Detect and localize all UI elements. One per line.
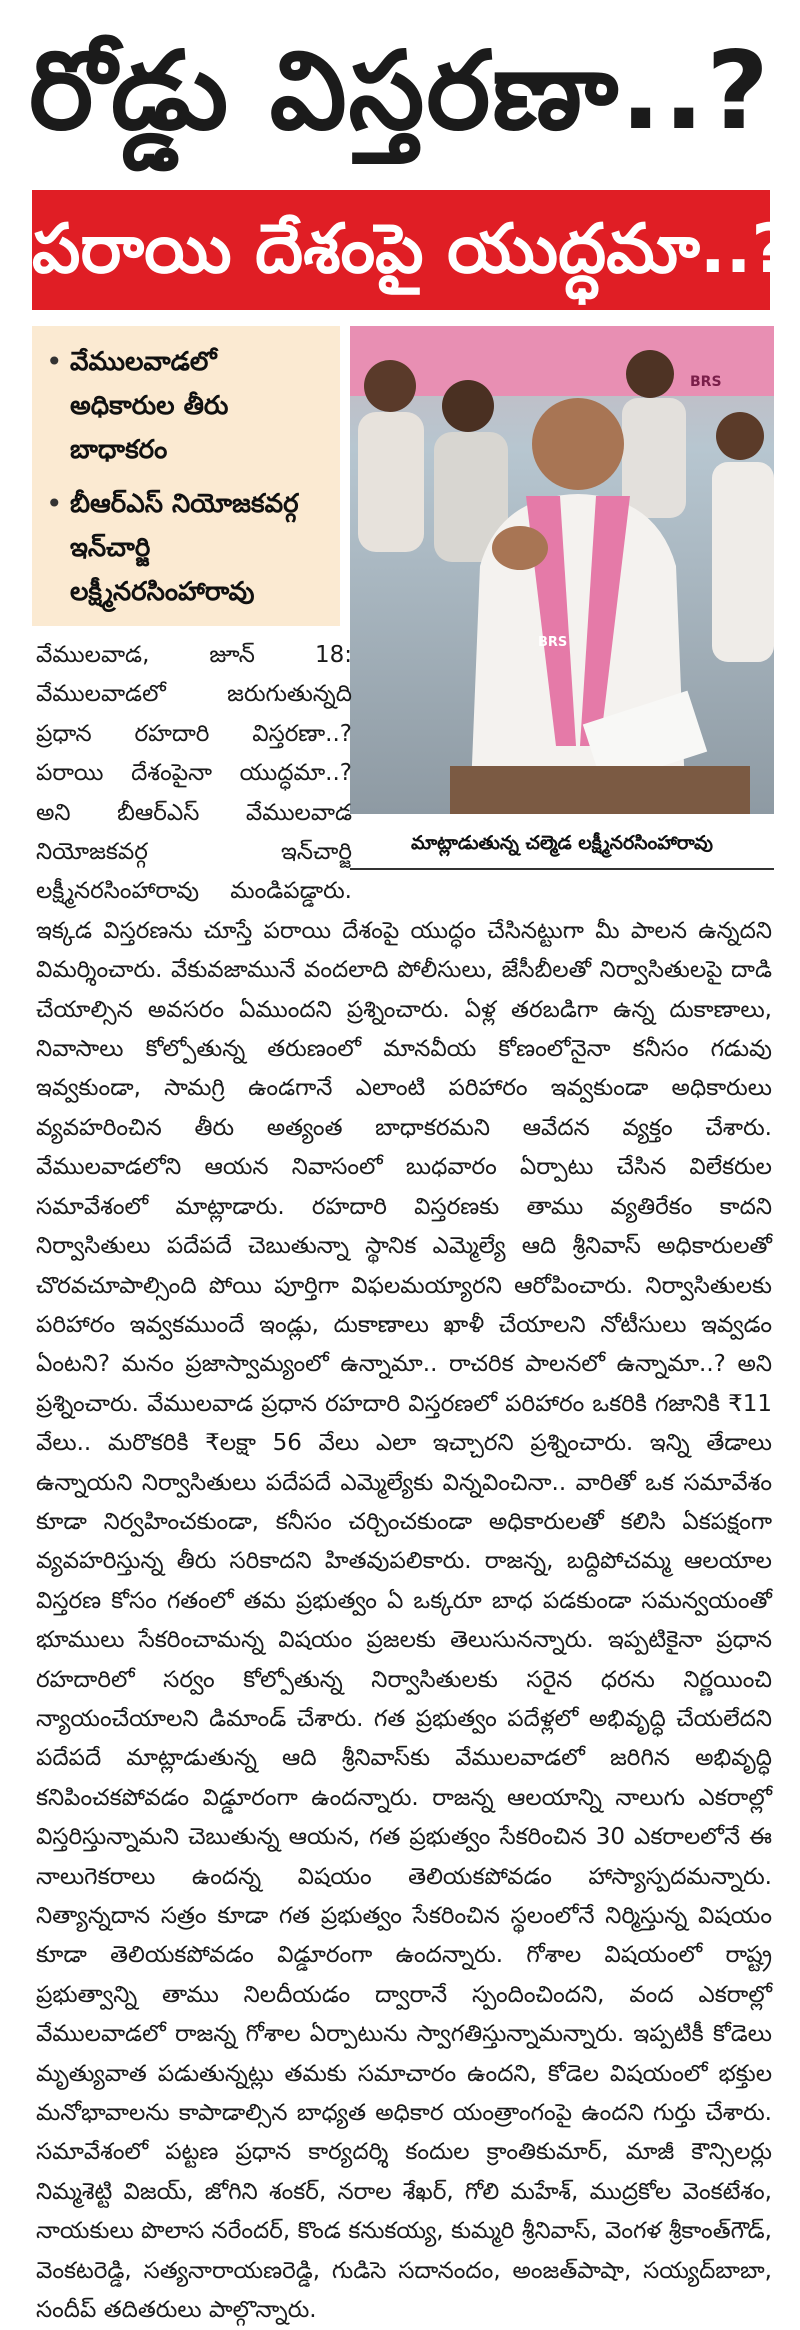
subheadline-band: పరాయి దేశంపై యుద్ధమా..? <box>32 190 770 310</box>
bullet-icon: • <box>46 487 63 520</box>
article-body: వేములవాడ, జూన్ 18: వేములవాడలో జరుగుతున్నది ప్రధాన రహదారి విస్తరణా..? పరాయి దేశంపైనా యుద్ధమా..? అని బీఆర్ఎస్ వేములవాడ నియోజకవర్గ ఇన్‌చార్జి లక్ష్మీనరసింహారావు మండిపడ్డారు. ఇక్కడ విస్తరణను చూస్తే పరాయి దేశంపై యుద్ధం చేసినట్టుగా మీ పాలన ఉన్నదని విమర్శించారు. వేకువజామునే వందలాది పోలీసులు, జేసీబీలతో నిర్వాసితులపై దాడి చేయాల్సిన అవసరం ఏముందని ప్రశ్నించారు. ఏళ్ల తరబడిగా ఉన్న దుకాణాలు, నివాసాలు కోల్పోతున్న తరుణంలో మానవీయ కోణంలోనైనా కనీసం గడువు ఇవ్వకుండా, సామగ్రి ఉండగానే ఎలాంటి పరిహారం ఇవ్వకుండా అధికారులు వ్యవహరించిన తీరు అత్యంత బాధాకరమని ఆవేదన వ్యక్తం చేశారు. వేములవాడలోని ఆయన నివాసంలో బుధవారం ఏర్పాటు చేసిన విలేకరుల సమావేశంలో మాట్లాడారు. రహదారి విస్తరణకు తాము వ్యతిరేకం కాదని నిర్వాసితులు పదేపదే చెబుతున్నా స్థానిక ఎమ్మెల్యే ఆది శ్రీనివాస్ అధికారులతో చొరవచూపాల్సింది పోయి పూర్తిగా విఫలమయ్యారని ఆరోపించారు. నిర్వాసితులకు పరిహారం ఇవ్వకముందే ఇండ్లు, దుకాణాలు ఖాళీ చేయాలని నోటీసులు ఇవ్వడం ఏంటని? మనం ప్రజాస్వామ్యంలో ఉన్నామా.. రాచరిక పాలనలో ఉన్నామా..? అని ప్రశ్నించారు. వేములవాడ ప్రధాన రహదారి విస్తరణలో పరిహారం ఒకరికి గజానికి ₹11 వేలు.. మరొకరికి ₹లక్షా 56 వేలు ఎలా ఇచ్చారని ప్రశ్నించారు. ఇన్ని తేడాలు ఉన్నాయని నిర్వాసితులు పదేపదే ఎమ్మెల్యేకు విన్నవించినా.. వారితో ఒక సమావేశం కూడా నిర్వహించకుండా, కనీసం చర్చించకుండా అధికారులతో కలిసి ఏకపక్షంగా వ్యవహరిస్తున్న తీరు సరికాదని హితవుపలికారు. రాజన్న, బద్దిపోచమ్మ ఆలయాల విస్తరణ కోసం గతంలో తమ ప్రభుత్వం ఏ ఒక్కరూ బాధ పడకుండా సమన్వయంతో భూములు సేకరించామన్న విషయం ప్రజలకు తెలుసునన్నారు. ఇప్పటికైనా ప్రధాన రహదారిలో సర్వం కోల్పోతున్న నిర్వాసితులకు సరైన ధరను నిర్ణయించి న్యాయంచేయాలని డిమాండ్ చేశారు. గత ప్రభుత్వం పదేళ్లలో అభివృద్ధి చేయలేదని పదేపదే మాట్లాడుతున్న ఆది శ్రీనివాస్‌కు వేములవాడలో జరిగిన అభివృద్ధి కనిపించకపోవడం విడ్డూరంగా ఉందన్నారు. రాజన్న ఆలయాన్ని నాలుగు ఎకరాల్లో విస్తరిస్తున్నామని చెబుతున్న ఆయన, గత ప్రభుత్వం సేకరించిన 30 ఎకరాలలోనే ఈ నాలుగెకరాలు ఉందన్న విషయం తెలియకపోవడం హాస్యాస్పదమన్నారు. నిత్యాన్నదాన సత్రం కూడా గత ప్రభుత్వం సేకరించిన స్థలంలోనే నిర్మిస్తున్న విషయం కూడా తెలియకపోవడం విడ్డూరంగా ఉందన్నారు. గోశాల విషయంలో రాష్ట్ర ప్రభుత్వాన్ని తాము నిలదీయడం ద్వారానే స్పందించిందని, వంద ఎకరాల్లో వేములవాడలో రాజన్న గోశాల ఏర్పాటును స్వాగతిస్తున్నామన్నారు. ఇప్పటికీ కోడెలు మృత్యువాత పడుతున్నట్లు తమకు సమాచారం ఉందని, కోడెల విషయంలో భక్తుల మనోభావాలను కాపాడాల్సిన బాధ్యత అధికార యంత్రాంగంపై ఉందని గుర్తు చేశారు. సమావేశంలో పట్టణ ప్రధాన కార్యదర్శి కందుల క్రాంతికుమార్, మాజీ కౌన్సిలర్లు నిమ్మశెట్టి విజయ్, జోగిని శంకర్, నరాల శేఖర్, గోలి మహేశ్, ముద్రకోల వెంకటేశం, నాయకులు పొలాస నరేందర్, కొండ కనుకయ్య, కుమ్మరి శ్రీనివాస్, వెంగళ శ్రీకాంత్‌గౌడ్, వెంకటరెడ్డి, సత్యనారాయణరెడ్డి, గుడిసె సదానందం, అంజత్‌పాషా, సయ్యద్‌బాబా, సందీప్ తదితరులు పాల్గొన్నారు. <box>36 642 772 2324</box>
highlight-text: బీఆర్ఎస్ నియోజకవర్గ ఇన్‌చార్జి లక్ష్మీనరసింహారావు <box>70 489 299 607</box>
highlight-item <box>46 340 330 472</box>
photo-caption: మాట్లాడుతున్న చల్మెడ లక్ష్మీనరసింహారావు <box>350 818 774 870</box>
scarf-label: BRS <box>538 635 568 650</box>
bullet-icon: • <box>46 345 63 378</box>
banner-text: BRS <box>690 374 722 390</box>
highlight-text: వేములవాడలో అధికారుల తీరు బాధాకరం <box>70 347 229 465</box>
headline: రోడ్డు విస్తరణా..? <box>29 29 771 154</box>
highlight-item <box>46 482 330 614</box>
speaker-head <box>532 398 624 490</box>
highlights-box <box>32 326 340 626</box>
